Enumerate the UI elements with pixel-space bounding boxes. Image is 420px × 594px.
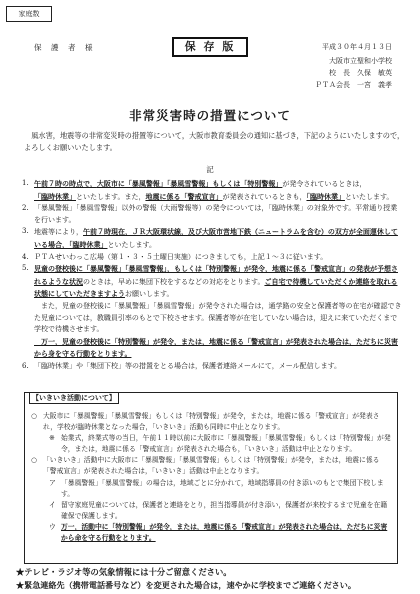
ikiiki-item — [31, 500, 391, 522]
list-item — [22, 252, 404, 264]
list-item-number: 4. — [22, 252, 29, 261]
list-item — [22, 361, 404, 373]
pta-chair-name: ＰＴＡ会長 一宮 義孝 — [315, 81, 392, 89]
emphasis-text: 児童の登校後に「暴風警報」「暴風雪警報」，もしくは「特別警報」が発令，地震に係る「警戒宣言」の発表が予想されるような状況 — [34, 264, 398, 286]
body-text: ＰＴＡせいわっこ広場（第１・３・５土曜日実施）につきましても，上記１〜３に従います。 — [34, 252, 328, 261]
list-item — [22, 203, 404, 226]
body-text: のときは，早めに集団下校をするなどの対応をとります。 — [83, 277, 265, 286]
list-item-number: 3. — [22, 227, 29, 236]
ikiiki-box-title: 【いきいき活動について】 — [29, 392, 119, 404]
list-item-number: 1. — [22, 179, 29, 187]
ikiiki-item-text: 留守家庭児童については，保護者と連絡をとり，担当指導員が付き添い，保護者が来校するまで児童を在籍確保で保護します。 — [61, 500, 388, 520]
emphasis-text: 大阪市に「暴風警報」「暴風雪警報」もしくは「特別警報」 — [96, 179, 283, 188]
list-item — [22, 301, 404, 336]
list-item-number: 2. — [22, 204, 29, 213]
ikiiki-box-body — [31, 411, 391, 544]
document-title: 非常災害時の措置について — [129, 108, 291, 123]
body-text: 「暴風警報」「暴風雪警報」以外の警報（大雨警報等）の発令については，「臨時休業」の対象外です。平常通り授業を行います。 — [34, 204, 398, 224]
principal-name: 校 長 久保 敏英 — [329, 69, 392, 77]
measures-list — [22, 178, 404, 373]
list-item-number — [22, 301, 34, 336]
ikiiki-item-mark: ア — [49, 478, 56, 487]
ki-marker: 記 — [206, 165, 214, 174]
emphasis-text: ご自宅で待機していただくか連絡を取れる状態にしていただきますよう — [34, 276, 398, 299]
ikiiki-item-text: 「暴風警報」「暴風雪警報」の場合は，地域ごとに分かれて，地域指導員の付き添いのもとで集団下校します。 — [61, 478, 384, 498]
footer-note-2: ★緊急連絡先（携帯電話番号など）を変更された場合は，速やかに学校までご連絡ください。 — [16, 580, 356, 590]
ikiiki-item — [31, 433, 391, 455]
ikiiki-item — [31, 411, 391, 433]
emphasis-text: 午前７時の時点で， — [34, 179, 97, 188]
keep-stamp: 保 存 版 — [172, 37, 248, 57]
ikiiki-item — [31, 478, 391, 500]
ikiiki-item-mark: ※ — [49, 434, 55, 443]
ikiiki-item-text: 「いきいき」活動中に大阪市に「暴風警報」「暴風雪警報」もしくは「特別警報」が発令，または，地震に係る「警戒宣言」が発表された場合は，「いきいき」活動は中止となります。 — [43, 456, 380, 476]
list-item-number: 6. — [22, 361, 29, 370]
body-text: といたします。 — [344, 192, 394, 201]
ikiiki-item-text: 始業式，終業式等の当日，午前１１時以前に大阪市に「暴風警報」「暴風雪警報」もしくは「特別警報」が発令，または，地震に係る「警戒宣言」が発表された場合も，「いきいき」活動は中止となります。 — [61, 434, 391, 454]
body-text: といたします。 — [107, 240, 156, 249]
list-item-text — [34, 336, 404, 361]
list-item-text — [34, 226, 404, 251]
list-item — [22, 178, 404, 203]
list-item-number: 5. — [22, 264, 29, 273]
list-item — [22, 226, 404, 251]
list-item-number — [22, 336, 34, 361]
school-name: 大阪市立聖和小学校 — [329, 57, 392, 65]
body-text: が発表されているときも， — [222, 192, 307, 201]
issue-date: 平成３０年４月１３日 — [322, 43, 392, 51]
ikiiki-item-mark: ウ — [49, 522, 56, 531]
list-item — [22, 263, 404, 301]
body-text: また，児童の登校後に「暴風警報」「暴風雪警報」が発令された場合は，通学路の安全と保護者等の在宅が確認できた児童については，教職員引率のもとで下校させます。保護者等が在宅していない場合は，迎えに来ていただくまで学校で待機させます。 — [34, 301, 402, 334]
list-item-text — [34, 203, 404, 226]
emphasis-text: 地震に係る「警戒宣言」 — [145, 191, 223, 201]
emphasis-text: 「臨時休業」 — [34, 191, 76, 201]
recipient-line: 保 護 者 様 — [34, 43, 94, 52]
body-text: が発令されているときは， — [282, 180, 367, 188]
list-item-text — [34, 178, 404, 203]
list-item-text — [34, 361, 404, 373]
intro-paragraph: 風水害，地震等の非常変災時の措置等について，大阪市教育委員会の通知に基づき，下記のようにいたしますので，よろしくお願いいたします。 — [24, 131, 405, 152]
body-text: といたします。また， — [76, 192, 146, 201]
emphasis-text: 万一，児童の登校後に「特別警報」が発令，または，地震に係る「警戒宣言」が発表された場合は，ただちに災害から身を守る行動をとります。 — [34, 336, 398, 359]
body-text: お願いします。 — [125, 290, 174, 299]
footer-note-1: ★テレビ・ラジオ等の気象情報には十分ご留意ください。 — [16, 567, 232, 577]
body-text: 「臨時休業」や「集団下校」等の措置をとる場合は，保護者連絡メールにて，メール配信します。 — [34, 361, 342, 370]
ikiiki-item — [31, 522, 391, 544]
ikiiki-item-text: 万一，活動中に「特別警報」が発令，または，地震に係る「警戒宣言」が発表された場合は，ただちに災害から命を守る行動をとります。 — [61, 522, 388, 543]
ikiiki-item-mark: ○ — [31, 412, 37, 420]
ikiiki-item — [31, 455, 391, 477]
list-item — [22, 336, 404, 361]
list-item-text — [34, 252, 404, 264]
emphasis-text: 午前７時現在，ＪＲ大阪環状線，及び大阪市営地下鉄（ニュートラムを含む）の双方が全面運休している場合，「臨時休業」 — [34, 227, 398, 249]
list-item-text — [34, 301, 404, 336]
ikiiki-item-mark: ○ — [31, 456, 37, 465]
ikiiki-item-text: 大阪市に「暴風警報」「暴風雪警報」もしくは「特別警報」が発令，または，地震に係る「警戒宣言」が発表され，学校が臨時休業となった場合，「いきいき」活動も同時に中止となります。 — [43, 412, 380, 432]
emphasis-text: 「臨時休業」 — [306, 191, 345, 201]
distribution-tag: 家庭数 — [6, 6, 52, 22]
ikiiki-box — [24, 392, 398, 564]
ikiiki-item-mark: イ — [49, 500, 56, 509]
list-item-text — [34, 263, 404, 301]
body-text: 地震等により， — [34, 228, 83, 237]
